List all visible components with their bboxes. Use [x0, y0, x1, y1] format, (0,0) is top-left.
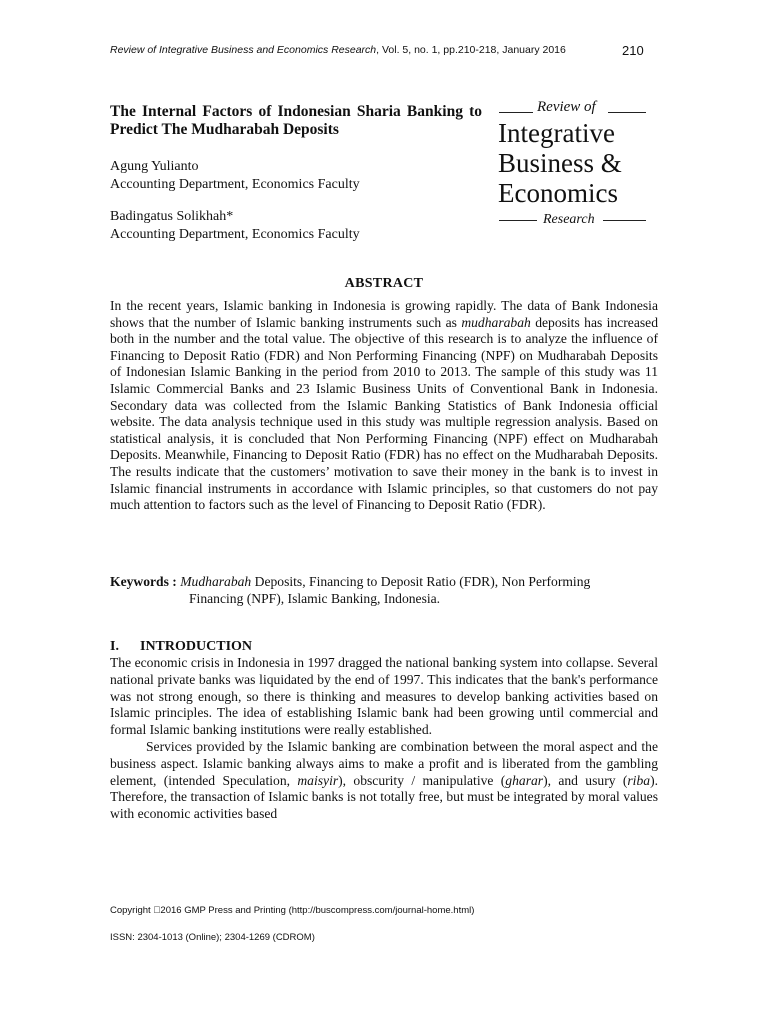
paragraph-term: riba [627, 772, 651, 788]
logo-line: Integrative [498, 118, 615, 148]
running-head [110, 44, 566, 56]
logo-line: Business & [498, 148, 622, 178]
logo-rule [499, 220, 537, 221]
paragraph-text: Services provided by the Islamic banking are combination between the moral aspect and the business aspect. Islamic banking always aims to make a profit and is liberated from the gambling element, (intended Speculation, [110, 738, 658, 788]
section-title: INTRODUCTION [140, 639, 253, 654]
paragraph-term: gharar [505, 772, 544, 788]
introduction-body [110, 655, 658, 823]
abstract-body [110, 298, 658, 514]
issn-line: ISSN: 2304-1013 (Online); 2304-1269 (CDROM) [110, 932, 315, 943]
paragraph-text: ). Therefore, the transaction of Islamic banks is not totally free, but must be integrated by moral values with economic activities based [110, 772, 658, 822]
paragraph-text: ), and usury ( [543, 772, 628, 788]
abstract-text: In the recent years, Islamic banking in Indonesia is growing rapidly. The data of Bank Indonesia shows that the number of Islamic banking instruments such as [110, 298, 658, 330]
abstract-text: deposits has increased both in the number and the total value. The objective of this research is to analyze the influence of Financing to Deposit Ratio (FDR) and Non Performing Financing (NPF) on Mudharabah Deposits of Indonesian Islamic Banking in the period from 2010 to 2013. The sample of this study was 11 Islamic Commercial Banks and 23 Islamic Business Units of Conventional Bank in Indonesia. Secondary data was collected from the Islamic Banking Statistics of Bank Indonesia official website. The data analysis technique used in this study was multiple regression analysis. Based on statistical analysis, it is concluded that Non Performing Financing (NPF) effect on Mudharabah Deposits. Meanwhile, Financing to Deposit Ratio (FDR) has no effect on the Mudharabah Deposits. The results indicate that the customers’ motivation to save their money in the bank is to invest in Islamic financial instruments in accordance with Islamic principles, so that customers do not pay much attention to factors such as the level of Financing to Deposit Ratio (FDR). [110, 314, 658, 513]
logo-rule [603, 220, 646, 221]
keyword-term: Mudharabah [180, 574, 252, 589]
keywords-label: Keywords : [110, 574, 177, 589]
copyright-notice: Copyright 2016 GMP Press and Printing (http://buscompress.com/journal-home.html) [110, 905, 468, 916]
abstract-heading: ABSTRACT [344, 276, 424, 291]
keywords-list: Financing (NPF), Islamic Banking, Indonesia. [189, 591, 441, 606]
citation: , Vol. 5, no. 1, pp.210-218, January 2016 [376, 44, 566, 56]
logo-kicker: Review of [537, 99, 596, 115]
abstract-term: mudharabah [461, 314, 531, 330]
author-block [110, 208, 360, 243]
article-title: The Internal Factors of Indonesian Sharia Banking to Predict The Mudharabah Deposits [110, 103, 482, 138]
logo-rule [608, 112, 646, 113]
author-affiliation: Accounting Department, Economics Faculty [110, 226, 360, 242]
paragraph-text: ), obscurity / manipulative ( [338, 772, 506, 788]
paragraph [110, 739, 658, 823]
author-name: Agung Yulianto [110, 159, 199, 174]
author-affiliation: Accounting Department, Economics Faculty [110, 176, 360, 192]
section-number: I. [110, 639, 119, 654]
author-name: Badingatus Solikhah* [110, 209, 234, 224]
section-heading [110, 639, 252, 655]
paragraph-term: maisyir [297, 772, 339, 788]
keywords-list: Deposits, Financing to Deposit Ratio (FDR), Non Performing [251, 574, 591, 589]
journal-name: Review of Integrative Business and Economics Research [110, 44, 377, 56]
logo-rule [499, 112, 533, 113]
paragraph: The economic crisis in Indonesia in 1997 dragged the national banking system into collapse. Several national private banks was liquidated by the end of 1997. This indicates that the bank's performance was not strong enough, so there is thinking and measures to develop banking activities based on Islamic principles. The idea of establishing Islamic bank had been growing until commercial and formal Islamic banking institutions were really established. [110, 655, 658, 738]
logo-footer: Research [543, 212, 595, 227]
keywords [110, 573, 670, 607]
author-block [110, 158, 360, 193]
logo-line: Economics [498, 178, 618, 208]
page-number: 210 [622, 43, 644, 58]
